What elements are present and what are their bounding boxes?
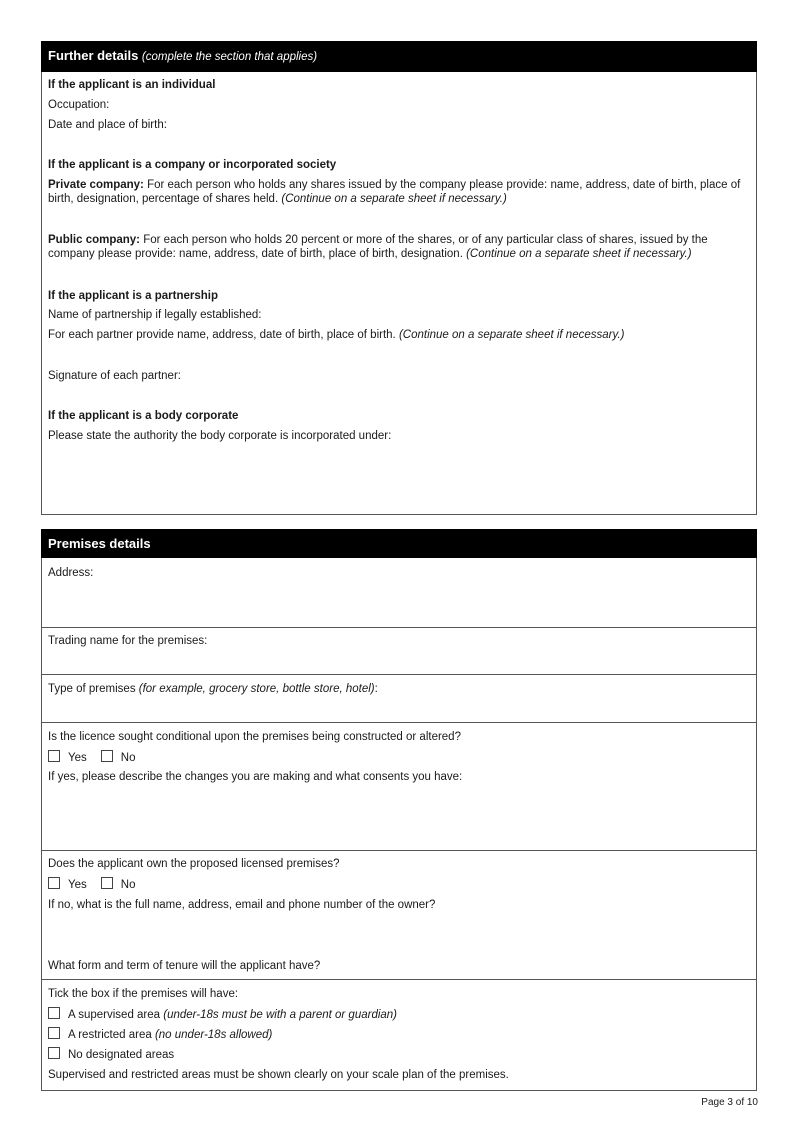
private-note: (Continue on a separate sheet if necessary.)	[281, 193, 507, 205]
divider	[41, 850, 757, 851]
partner-text: For each partner provide name, address, date of birth, place of birth.	[48, 329, 399, 341]
public-note: (Continue on a separate sheet if necessary.)	[466, 248, 692, 260]
private-label: Private company:	[48, 179, 144, 191]
dob-field[interactable]: Date and place of birth:	[48, 119, 167, 131]
plan-note: Supervised and restricted areas must be shown clearly on your scale plan of the premises.	[48, 1069, 509, 1081]
trading-name-field[interactable]: Trading name for the premises:	[48, 635, 208, 647]
changes-field[interactable]: If yes, please describe the changes you are making and what consents you have:	[48, 771, 463, 783]
further-details-section	[41, 41, 757, 515]
no-designated-option[interactable]	[48, 1047, 174, 1062]
restricted-label: A restricted area	[68, 1029, 155, 1041]
own-question: Does the applicant own the proposed licensed premises?	[48, 858, 340, 870]
private-text: For each person who holds any shares issued by the company please provide: name, address, date of birth, place of birth, designation, percentage of shares held.	[48, 179, 741, 205]
divider	[41, 722, 757, 723]
premises-type-field[interactable]	[48, 682, 378, 696]
private-company-field[interactable]	[48, 178, 753, 206]
further-details-header	[41, 41, 757, 72]
occupation-field[interactable]: Occupation:	[48, 99, 110, 111]
divider	[41, 674, 757, 675]
none-label: No designated areas	[68, 1049, 175, 1061]
address-field[interactable]: Address:	[48, 567, 94, 579]
supervised-area-option[interactable]	[48, 1007, 397, 1022]
partner-signature-field[interactable]: Signature of each partner:	[48, 370, 181, 382]
no-label: No	[120, 879, 136, 891]
public-label: Public company:	[48, 234, 141, 246]
yes-label: Yes	[68, 752, 87, 764]
individual-heading: If the applicant is an individual	[48, 79, 216, 91]
checkbox-icon[interactable]	[48, 750, 60, 762]
no-label: No	[120, 752, 136, 764]
own-no-option[interactable]	[101, 879, 136, 891]
checkbox-icon[interactable]	[48, 1047, 60, 1059]
conditional-no-option[interactable]	[101, 752, 136, 764]
type-colon: :	[374, 683, 378, 695]
supervised-label: A supervised area	[68, 1009, 164, 1021]
conditional-question: Is the licence sought conditional upon the premises being constructed or altered?	[48, 731, 461, 743]
checkbox-icon[interactable]	[101, 877, 113, 889]
checkbox-icon[interactable]	[48, 1027, 60, 1039]
body-corporate-heading: If the applicant is a body corporate	[48, 410, 239, 422]
own-yes-option[interactable]	[48, 879, 87, 891]
page-number: Page 3 of 10	[701, 1097, 758, 1108]
checkbox-icon[interactable]	[101, 750, 113, 762]
conditional-yes-option[interactable]	[48, 752, 87, 764]
public-company-field[interactable]	[48, 233, 753, 261]
section-subtitle: (complete the section that applies)	[141, 51, 318, 63]
checkbox-icon[interactable]	[48, 1007, 60, 1019]
tick-intro: Tick the box if the premises will have:	[48, 988, 239, 1000]
restricted-note: (no under-18s allowed)	[154, 1029, 273, 1041]
public-text: For each person who holds 20 percent or more of the shares, or of any particular class of shares, issued by the company please provide: name, address, date of birth, place of birth, designation.	[48, 234, 708, 260]
partnership-name-field[interactable]: Name of partnership if legally established:	[48, 309, 262, 321]
type-note: (for example, grocery store, bottle store, hotel)	[138, 683, 375, 695]
restricted-area-option[interactable]	[48, 1027, 272, 1042]
divider	[41, 627, 757, 628]
partnership-heading: If the applicant is a partnership	[48, 290, 218, 302]
tenure-field[interactable]: What form and term of tenure will the applicant have?	[48, 960, 321, 972]
premises-header: Premises details	[41, 529, 757, 558]
divider	[41, 979, 757, 980]
body-corporate-field[interactable]: Please state the authority the body corporate is incorporated under:	[48, 430, 392, 442]
owner-details-field[interactable]: If no, what is the full name, address, email and phone number of the owner?	[48, 899, 436, 911]
supervised-note: (under-18s must be with a parent or guardian)	[163, 1009, 398, 1021]
own-options	[48, 877, 135, 892]
company-heading: If the applicant is a company or incorporated society	[48, 159, 337, 171]
partner-details-field[interactable]	[48, 328, 624, 342]
type-label: Type of premises	[48, 683, 139, 695]
partner-note: (Continue on a separate sheet if necessary.)	[398, 329, 625, 341]
checkbox-icon[interactable]	[48, 877, 60, 889]
conditional-options	[48, 750, 135, 765]
section-title: Further details	[48, 48, 139, 63]
yes-label: Yes	[68, 879, 87, 891]
